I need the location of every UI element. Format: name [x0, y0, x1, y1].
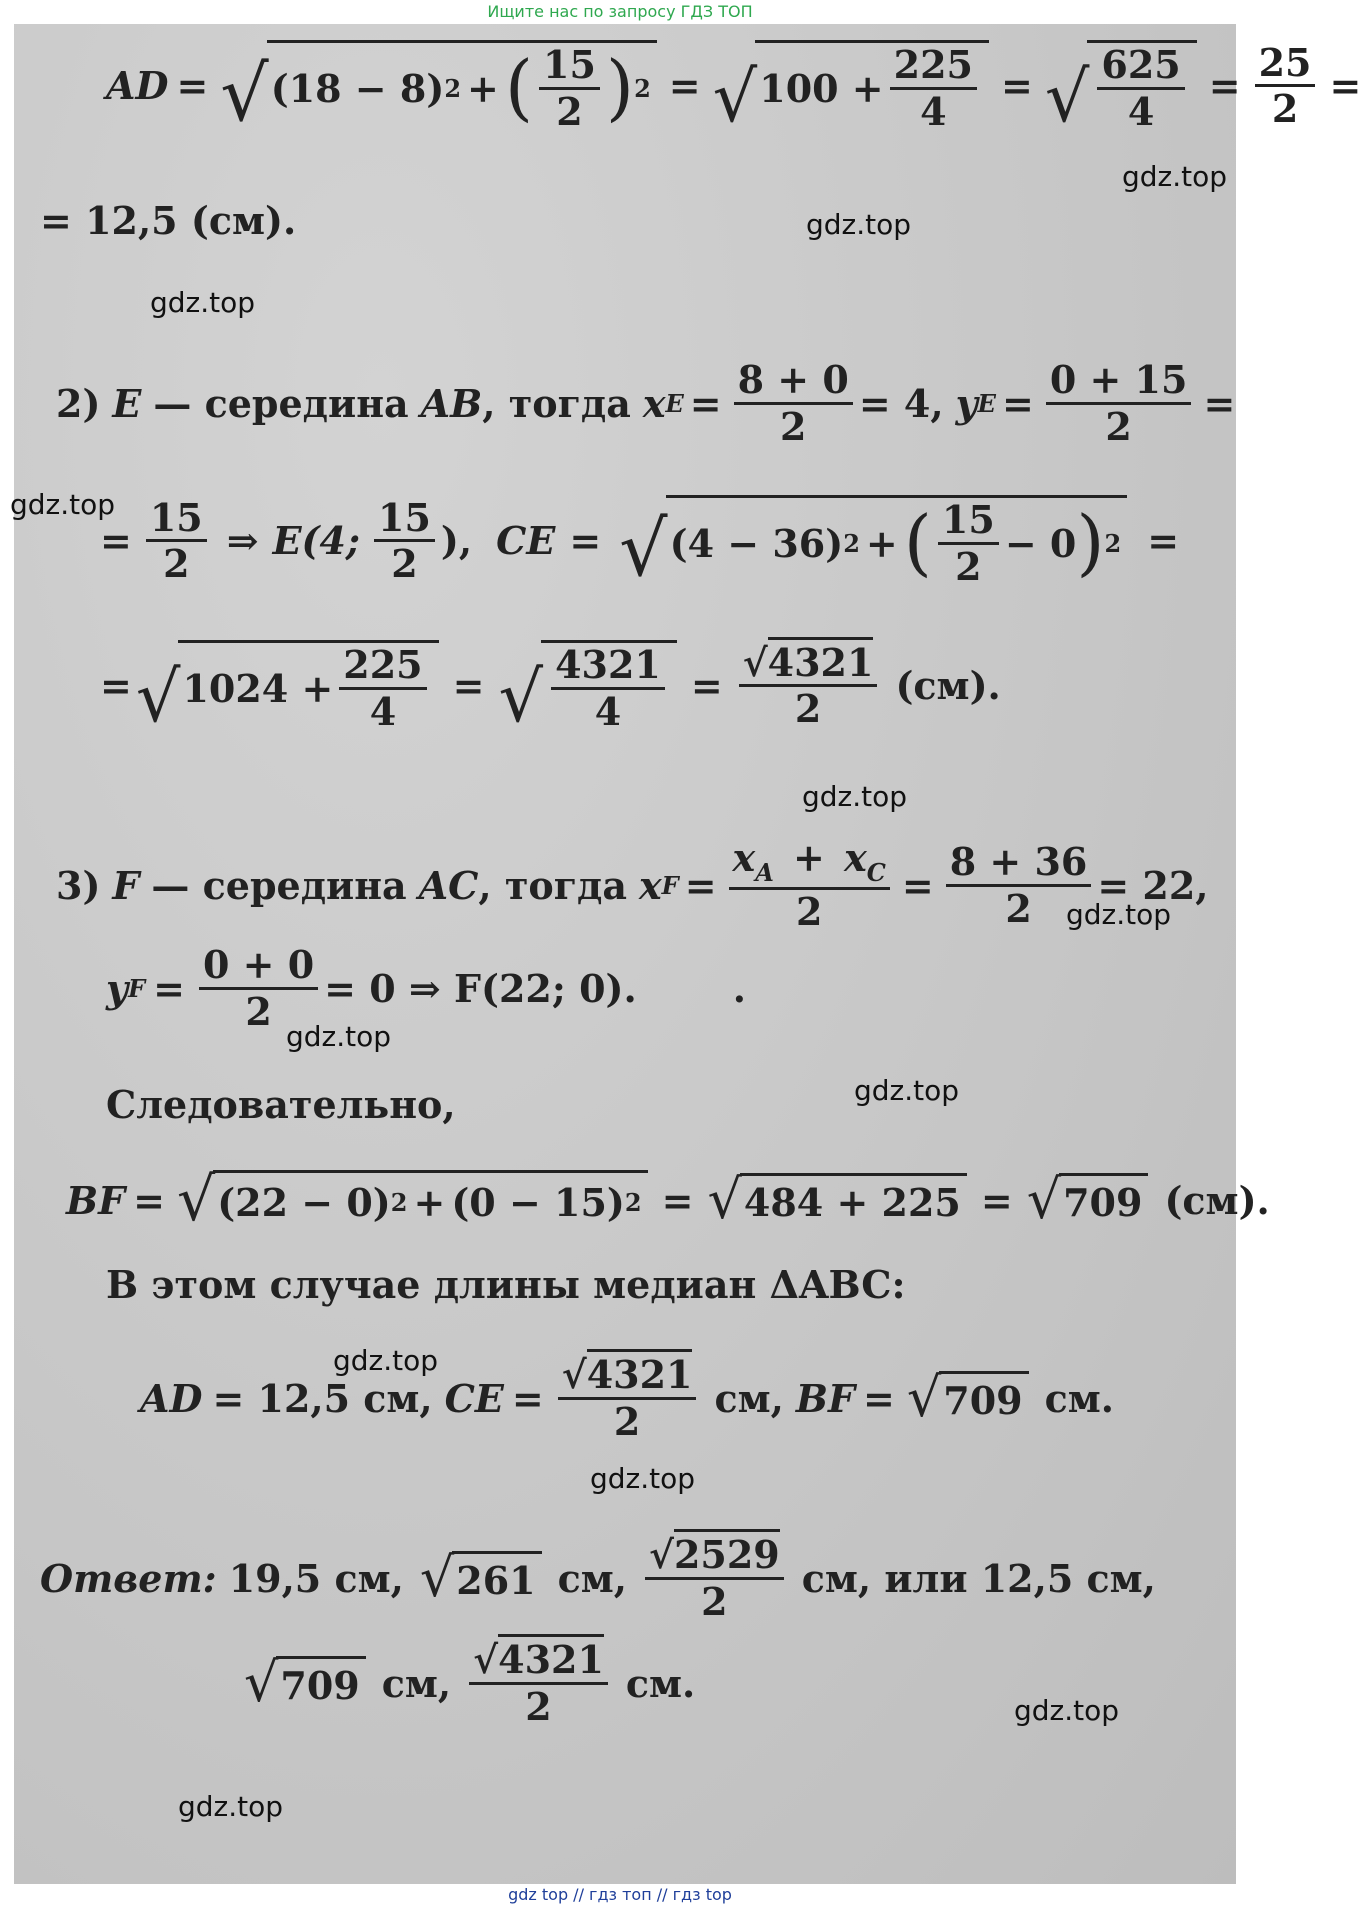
- ad-label: AD: [140, 1375, 203, 1421]
- case-text: В этом случае длины медиан ΔABC:: [106, 1262, 906, 1307]
- bf-label: BF: [66, 1177, 126, 1223]
- fraction-8plus36-2: $\frac{8 + 36}{2}$: [946, 842, 1092, 929]
- fraction-15-2: $\frac{15}{2}$: [146, 498, 207, 585]
- y-var: y: [106, 965, 129, 1011]
- step-text: , тогда: [482, 380, 631, 426]
- segment-ab: AB: [420, 380, 483, 426]
- sqrt-100: √ 100 + $\frac{225}{4}$: [713, 40, 989, 132]
- sqrt-625-4: √ $\frac{625}{4}$: [1045, 40, 1197, 132]
- fraction-4321-4: $\frac{4321}{4}$: [551, 645, 665, 732]
- sqrt-ad: √ (18 − 8) 2 + ( $\frac{15}{2}$ ) 2: [220, 40, 657, 132]
- fraction-8plus0-2: $\frac{8 + 0}{2}$: [734, 360, 853, 447]
- radicand-part: 1024 +: [182, 665, 334, 711]
- fraction-xa-xc-2: $\frac{x_A + x_C}{2}$: [729, 838, 890, 932]
- ce-label: CE: [496, 518, 556, 564]
- stray-dot: .: [732, 965, 746, 1011]
- step2-line2: = $\frac{15}{2}$ ⇒ E(4; $\frac{15}{2}$ ), CE = √ (4 − 36) 2 + ( $\frac{15}{2}$ − 0 ) 2 =: [100, 494, 1180, 593]
- x-var: x: [642, 380, 666, 426]
- watermark: gdz.top: [802, 780, 908, 813]
- point-e-coords: E(4;: [272, 518, 360, 564]
- fraction-15-2: $\frac{15}{2}$: [938, 500, 999, 587]
- x-var: x: [638, 862, 662, 908]
- xe-value: = 4,: [858, 380, 944, 426]
- hence-line: [106, 1082, 456, 1127]
- eq-sign: =: [176, 63, 209, 109]
- hence-text: Следовательно,: [106, 1082, 456, 1127]
- ad-formula-line: [106, 39, 1369, 138]
- sqrt-709: √ 709: [1027, 1173, 1149, 1227]
- sqrt-261: √ 261: [420, 1551, 542, 1605]
- answer-line1: [40, 1532, 1156, 1624]
- fraction-sqrt4321-2: $\frac{√4321}{2}$: [558, 1355, 697, 1442]
- sqrt-bf: √ (22 − 0) 2 + (0 − 15) 2: [177, 1170, 648, 1230]
- top-banner[interactable]: Ищите нас по запросу ГДЗ ТОП: [487, 2, 753, 21]
- watermark: gdz.top: [1066, 898, 1172, 931]
- radicand-part: (18 − 8): [270, 65, 445, 111]
- ad-lhs: AD: [106, 63, 169, 109]
- subscript: E: [665, 388, 684, 418]
- answer-value: см, или 12,5 см,: [801, 1555, 1156, 1601]
- radicand-part: 100 +: [759, 65, 884, 111]
- xf-value: = 22,: [1097, 862, 1209, 908]
- radicand-part: (4 − 36): [669, 520, 844, 566]
- bf-line: BF = √ (22 − 0) 2 + (0 − 15) 2 = √ 484 + 225 = √ 709 (см).: [66, 1165, 1270, 1235]
- ad-result-line: [40, 198, 296, 243]
- bf-label: BF: [795, 1375, 855, 1421]
- fraction-625-4: $\frac{625}{4}$: [1097, 45, 1184, 132]
- step3-line1: 3) F — середина AC , тогда x F = $\frac{x_A + x_C}{2}$ = $\frac{8 + 36}{2}$ = 22,: [56, 835, 1209, 935]
- step3-line2: y F = $\frac{0 + 0}{2}$ = 0 ⇒ F(22; 0). .: [106, 942, 746, 1034]
- answer-label: Ответ:: [40, 1555, 217, 1601]
- fraction-0plus15-2: $\frac{0 + 15}{2}$: [1046, 360, 1192, 447]
- exponent: 2: [843, 528, 860, 558]
- sqrt-1024: √ 1024 + $\frac{225}{4}$: [136, 640, 439, 732]
- sqrt-709: √ 709: [907, 1371, 1029, 1425]
- exponent: 2: [444, 73, 462, 103]
- eq-sign: =: [1000, 63, 1033, 109]
- sqrt-484: √ 484 + 225: [707, 1173, 966, 1227]
- step2-line1: 2) E — середина AB , тогда x E = $\frac{8 + 0}{2}$ = 4, y E = $\frac{0 + 15}{2}$ =: [56, 357, 1236, 449]
- ce-label: CE: [444, 1375, 504, 1421]
- fraction-15-2: $\frac{15}{2}$: [539, 45, 600, 132]
- sqrt-4321-4: √ $\frac{4321}{4}$: [498, 640, 676, 732]
- fraction-sqrt4321-2: $\frac{√4321}{2}$: [469, 1640, 608, 1727]
- fraction-225-4: $\frac{225}{4}$: [339, 645, 426, 732]
- watermark: gdz.top: [1122, 160, 1228, 193]
- unit: (см).: [895, 663, 1001, 709]
- step-text: — середина: [153, 380, 409, 426]
- watermark: gdz.top: [178, 1790, 284, 1823]
- watermark: gdz.top: [10, 488, 116, 521]
- step-number: 2): [56, 380, 101, 426]
- radicand-part: − 0: [1004, 520, 1077, 566]
- implies-sign: ⇒: [226, 518, 259, 564]
- point-f: F: [112, 862, 140, 908]
- step2-line3: = √ 1024 + $\frac{225}{4}$ = √ $\frac{4321}{4}$ = $\frac{√4321}{2}$ (см).: [100, 640, 1001, 732]
- segment-ac: AC: [418, 862, 479, 908]
- ad-value: = 12,5 см,: [212, 1375, 433, 1421]
- plus-sign: +: [467, 65, 499, 111]
- unit: см.: [625, 1660, 696, 1706]
- fraction-225-4: $\frac{225}{4}$: [890, 45, 977, 132]
- step-text: — середина: [151, 862, 407, 908]
- watermark: gdz.top: [806, 208, 912, 241]
- medians-line: AD = 12,5 см, CE = $\frac{√4321}{2}$ см, BF = √ 709 см.: [140, 1355, 1114, 1442]
- exponent: 2: [1104, 528, 1122, 558]
- eq-sign: =: [668, 63, 701, 109]
- watermark: gdz.top: [286, 1020, 392, 1053]
- footer-links[interactable]: gdz top // гдз топ // гдз top: [508, 1885, 732, 1904]
- watermark: gdz.top: [150, 286, 256, 319]
- step-number: 3): [56, 862, 101, 908]
- watermark: gdz.top: [1014, 1694, 1120, 1727]
- subscript: E: [977, 388, 996, 418]
- unit: см.: [1044, 1375, 1114, 1421]
- y-var: y: [955, 380, 978, 426]
- case-line: [106, 1262, 906, 1307]
- subscript: F: [661, 870, 679, 900]
- eq-sign: =: [1329, 63, 1362, 109]
- fraction-sqrt2529-2: $\frac{√2529}{2}$: [645, 1535, 784, 1622]
- ad-result: = 12,5 (см).: [40, 198, 297, 243]
- fraction-0plus0-2: $\frac{0 + 0}{2}$: [199, 945, 318, 1032]
- fraction-25-2: $\frac{25}{2}$: [1255, 43, 1316, 130]
- eq-sign: =: [1208, 63, 1241, 109]
- watermark: gdz.top: [590, 1462, 696, 1495]
- point-e: E: [112, 380, 142, 426]
- unit: (см).: [1164, 1177, 1270, 1223]
- unit: см,: [714, 1375, 784, 1421]
- sqrt-709: √ 709: [244, 1656, 366, 1710]
- watermark: gdz.top: [333, 1344, 439, 1377]
- answer-line2: [240, 1637, 696, 1729]
- subscript: F: [128, 973, 146, 1003]
- step-text: , тогда: [478, 862, 627, 908]
- watermark: gdz.top: [854, 1074, 960, 1107]
- answer-value: 19,5 см,: [228, 1555, 404, 1601]
- unit: см,: [557, 1555, 627, 1601]
- fraction-15-2: $\frac{15}{2}$: [374, 498, 435, 585]
- unit: см,: [381, 1660, 452, 1706]
- exponent: 2: [634, 73, 651, 103]
- fraction-sqrt4321-2: $\frac{√4321}{2}$: [739, 643, 878, 730]
- f-point-result: = 0 ⇒ F(22; 0).: [324, 965, 637, 1011]
- close-paren: ),: [440, 518, 473, 564]
- sqrt-ce: √ (4 − 36) 2 + ( $\frac{15}{2}$ − 0 ) 2: [619, 495, 1127, 587]
